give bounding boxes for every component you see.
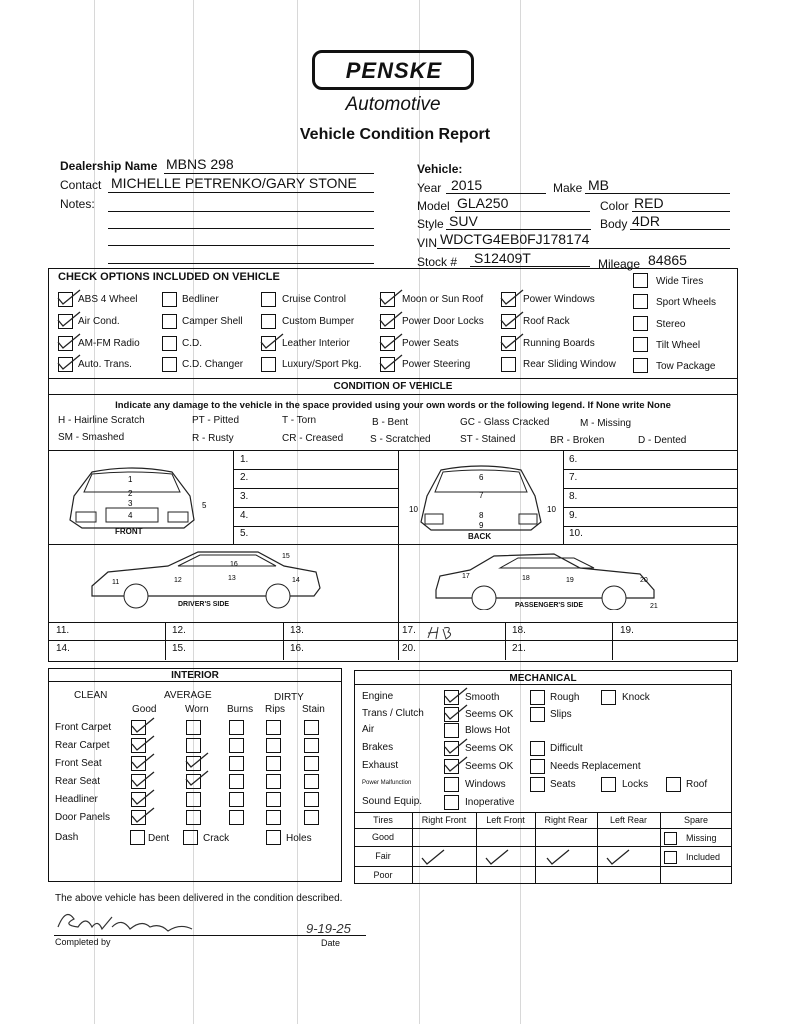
front-num-5: 5	[202, 501, 207, 510]
interior-col-header: Stain	[302, 704, 325, 715]
damage-cell-number: 17.	[402, 625, 416, 636]
legend-gc: GC - Glass Cracked	[460, 417, 550, 428]
interior-col-header: Rips	[265, 704, 286, 715]
interior-checkbox[interactable]	[304, 792, 319, 807]
mechanical-option-label: Seems OK	[465, 761, 514, 772]
back-num-10-right: 10	[547, 505, 556, 514]
tire-row-label: Good	[371, 832, 395, 842]
checkmark-icon	[499, 332, 525, 350]
damage-cell-number: 18.	[512, 625, 526, 636]
style-label: Style	[417, 217, 444, 231]
damage-cell-number: 20.	[402, 643, 416, 654]
interior-dirty: DIRTY	[274, 692, 304, 703]
pass-num-17: 17	[462, 573, 470, 580]
tire-row-divider	[354, 866, 732, 867]
tire-header: Right Front	[421, 815, 467, 825]
option-label: Custom Bumper	[282, 316, 355, 327]
mechanical-title: MECHANICAL	[509, 673, 577, 684]
tire-row-label: Poor	[373, 870, 393, 880]
damage-line-number: 1.	[240, 454, 249, 465]
front-label: FRONT	[115, 527, 143, 536]
checkmark-icon	[130, 752, 156, 770]
vehicle-label: Vehicle:	[417, 162, 463, 176]
legend-t: T - Torn	[282, 415, 317, 426]
option-label: Roof Rack	[523, 316, 570, 327]
interior-checkbox[interactable]	[266, 756, 281, 771]
signature-completed-by	[52, 905, 202, 939]
checkmark-icon	[420, 848, 446, 866]
dash-checkbox[interactable]	[266, 830, 281, 845]
mechanical-checkbox[interactable]	[444, 795, 459, 810]
mechanical-row-label: Sound Equip.	[362, 796, 423, 807]
option-label: Camper Shell	[182, 316, 243, 327]
mechanical-checkbox[interactable]	[530, 777, 545, 792]
option-checkbox[interactable]	[633, 273, 648, 288]
style-value: SUV	[449, 213, 478, 229]
checkmark-icon	[130, 716, 156, 734]
option-checkbox[interactable]	[261, 314, 276, 329]
driver-num-12: 12	[174, 577, 182, 584]
spare-option-label: Missing	[686, 833, 717, 843]
checkmark-icon	[259, 332, 285, 350]
checkmark-icon	[443, 703, 469, 721]
back-num-7: 7	[479, 491, 484, 500]
driver-num-13: 13	[228, 575, 236, 582]
option-label: Auto. Trans.	[78, 359, 132, 370]
mechanical-option-label: Locks	[622, 779, 649, 790]
contact-value: MICHELLE PETRENKO/GARY STONE	[111, 175, 357, 191]
interior-row-label: Headliner	[55, 794, 98, 805]
mechanical-option-label: Seats	[550, 779, 576, 790]
back-num-10-left: 10	[409, 505, 418, 514]
damage-line-number: 6.	[569, 454, 578, 465]
damage-cell-number: 21.	[512, 643, 526, 654]
spare-checkbox[interactable]	[664, 851, 677, 864]
option-label: C.D.	[182, 338, 202, 349]
date-value: 9-19-25	[306, 921, 351, 936]
option-checkbox[interactable]	[162, 357, 177, 372]
back-num-8: 8	[479, 511, 484, 520]
dealership-label: Dealership Name	[60, 159, 158, 173]
mechanical-row-label: Trans / Clutch	[362, 708, 424, 719]
mechanical-option-label: Seems OK	[465, 709, 514, 720]
stock-label: Stock #	[417, 255, 458, 269]
legend-sm: SM - Smashed	[58, 432, 125, 443]
legend-pt: PT - Pitted	[192, 415, 240, 426]
dash-option-label: Dent	[148, 833, 170, 844]
checkmark-icon	[378, 353, 404, 371]
option-label: Power Windows	[523, 294, 595, 305]
legend-r: R - Rusty	[192, 433, 234, 444]
interior-checkbox[interactable]	[229, 738, 244, 753]
mechanical-checkbox[interactable]	[601, 777, 616, 792]
damage-line-number: 3.	[240, 491, 249, 502]
interior-col-header: Burns	[227, 704, 254, 715]
interior-row-label: Front Carpet	[55, 722, 112, 733]
cell-divider	[505, 622, 506, 660]
detail-line	[233, 507, 398, 508]
dash-option-label: Crack	[203, 833, 230, 844]
interior-checkbox[interactable]	[229, 756, 244, 771]
checkmark-icon	[499, 310, 525, 328]
legend-st: ST - Stained	[460, 434, 516, 445]
delivery-statement: The above vehicle has been delivered in the condition described.	[55, 893, 343, 904]
interior-row-label: Rear Seat	[55, 776, 101, 787]
checkmark-icon	[605, 848, 631, 866]
legend-s: S - Scratched	[370, 434, 431, 445]
option-checkbox[interactable]	[633, 316, 648, 331]
option-label: Luxury/Sport Pkg.	[282, 359, 362, 370]
passenger-label: PASSENGER'S SIDE	[515, 602, 584, 609]
interior-checkbox[interactable]	[304, 756, 319, 771]
mechanical-option-label: Inoperative	[465, 797, 515, 808]
interior-row-label: Front Seat	[55, 758, 102, 769]
option-label: AM-FM Radio	[78, 338, 140, 349]
interior-checkbox[interactable]	[304, 738, 319, 753]
legend-cr: CR - Creased	[282, 433, 344, 444]
option-label: Wide Tires	[656, 276, 704, 287]
dealership-value: MBNS 298	[166, 156, 234, 172]
checkmark-icon	[184, 769, 210, 787]
mechanical-option-label: Blows Hot	[465, 725, 511, 736]
checkmark-icon	[56, 332, 82, 350]
model-label: Model	[417, 199, 450, 213]
mechanical-checkbox[interactable]	[444, 723, 459, 738]
mechanical-row-label: Brakes	[362, 742, 394, 753]
interior-checkbox[interactable]	[266, 738, 281, 753]
mechanical-row-label: Power Malfunction	[362, 780, 412, 786]
option-checkbox[interactable]	[162, 336, 177, 351]
dash-checkbox[interactable]	[183, 830, 198, 845]
checkmark-icon	[56, 353, 82, 371]
year-value: 2015	[451, 177, 483, 193]
pass-num-20: 20	[640, 577, 648, 584]
checkmark-icon	[130, 806, 156, 824]
legend-br: BR - Broken	[550, 435, 605, 446]
detail-line	[563, 469, 738, 470]
option-label: Air Cond.	[78, 316, 120, 327]
option-label: Power Door Locks	[402, 316, 484, 327]
mechanical-option-label: Slips	[550, 709, 572, 720]
checkmark-icon	[56, 310, 82, 328]
damage-line-number: 7.	[569, 472, 578, 483]
interior-checkbox[interactable]	[229, 792, 244, 807]
tire-header: Left Front	[486, 815, 525, 825]
mechanical-row-label: Air	[362, 724, 375, 735]
legend-h: H - Hairline Scratch	[58, 415, 145, 426]
damage-cell-number: 15.	[172, 643, 186, 654]
body-value: 4DR	[632, 213, 661, 229]
detail-line	[233, 469, 398, 470]
legend-b: B - Bent	[372, 417, 409, 428]
mechanical-checkbox[interactable]	[530, 741, 545, 756]
interior-col-header: Good	[132, 704, 157, 715]
notes-label: Notes:	[60, 197, 95, 211]
spare-option-label: Included	[686, 852, 721, 862]
mechanical-checkbox[interactable]	[530, 759, 545, 774]
tire-row-divider	[354, 846, 732, 847]
make-label: Make	[553, 181, 583, 195]
option-checkbox[interactable]	[162, 314, 177, 329]
detail-line	[563, 526, 738, 527]
driver-label: DRIVER'S SIDE	[178, 601, 230, 608]
option-checkbox[interactable]	[162, 292, 177, 307]
mechanical-option-label: Rough	[550, 692, 580, 703]
mechanical-row-label: Engine	[362, 691, 394, 702]
interior-row-label: Rear Carpet	[55, 740, 110, 751]
mechanical-option-label: Windows	[465, 779, 506, 790]
interior-checkbox[interactable]	[229, 774, 244, 789]
option-label: Leather Interior	[282, 338, 350, 349]
mechanical-option-label: Needs Replacement	[550, 761, 641, 772]
back-num-6: 6	[479, 473, 484, 482]
checkmark-icon	[56, 288, 82, 306]
mechanical-checkbox[interactable]	[444, 777, 459, 792]
detail-line	[233, 488, 398, 489]
mechanical-row-label: Exhaust	[362, 760, 399, 771]
checkmark-icon	[443, 755, 469, 773]
option-label: Rear Sliding Window	[523, 359, 616, 370]
damage-cell-number: 19.	[620, 625, 634, 636]
color-label: Color	[600, 199, 629, 213]
stock-value: S12409T	[474, 250, 531, 266]
interior-col-header: Worn	[185, 704, 209, 715]
checkmark-icon	[130, 770, 156, 788]
pass-num-21: 21	[650, 603, 658, 610]
interior-checkbox[interactable]	[304, 774, 319, 789]
brand-subtitle: Automotive	[345, 94, 441, 115]
checkmark-icon	[484, 848, 510, 866]
detail-line	[563, 507, 738, 508]
cell-divider	[165, 622, 166, 660]
front-num-4: 4	[128, 511, 133, 520]
tire-header: Left Rear	[609, 815, 648, 825]
legend-m: M - Missing	[580, 418, 632, 429]
option-checkbox[interactable]	[633, 294, 648, 309]
vin-value: WDCTG4EB0FJ178174	[440, 231, 590, 247]
back-view-diagram	[405, 460, 565, 540]
page-title: Vehicle Condition Report	[299, 126, 491, 143]
option-checkbox[interactable]	[633, 337, 648, 352]
option-label: Bedliner	[182, 294, 219, 305]
interior-checkbox[interactable]	[186, 720, 201, 735]
interior-average: AVERAGE	[164, 690, 212, 701]
tire-row-divider	[354, 828, 732, 829]
mechanical-option-label: Roof	[686, 779, 708, 790]
checkmark-icon	[443, 737, 469, 755]
completed-by-label: Completed by	[55, 937, 111, 947]
mechanical-option-label: Smooth	[465, 692, 500, 703]
option-label: Cruise Control	[282, 294, 346, 305]
interior-checkbox[interactable]	[229, 810, 244, 825]
checkmark-icon	[378, 310, 404, 328]
option-label: Tow Package	[656, 361, 716, 372]
mechanical-checkbox[interactable]	[601, 690, 616, 705]
year-label: Year	[417, 181, 442, 195]
option-checkbox[interactable]	[261, 292, 276, 307]
front-num-1: 1	[128, 475, 133, 484]
detail-line	[233, 526, 398, 527]
passenger-side-diagram	[430, 550, 660, 610]
checkmark-icon	[130, 788, 156, 806]
mechanical-option-label: Knock	[622, 692, 650, 703]
checkmark-icon	[184, 751, 210, 769]
interior-checkbox[interactable]	[266, 774, 281, 789]
back-label: BACK	[468, 532, 492, 541]
front-num-3: 3	[128, 499, 133, 508]
dash-checkbox[interactable]	[130, 830, 145, 845]
date-label: Date	[321, 938, 341, 948]
body-label: Body	[600, 217, 628, 231]
checkmark-icon	[443, 686, 469, 704]
interior-row-label: Dash	[55, 832, 79, 843]
checkmark-icon	[545, 848, 571, 866]
mechanical-checkbox[interactable]	[530, 690, 545, 705]
option-label: Sport Wheels	[656, 297, 717, 308]
cell-divider	[398, 622, 399, 660]
tire-header: Spare	[683, 815, 709, 825]
damage-cell-number: 16.	[290, 643, 304, 654]
spare-checkbox[interactable]	[664, 832, 677, 845]
damage-cell-number: 11.	[56, 625, 70, 636]
option-label: Moon or Sun Roof	[402, 294, 484, 305]
pass-num-19: 19	[566, 577, 574, 584]
options-title: CHECK OPTIONS INCLUDED ON VEHICLE	[58, 271, 280, 283]
damage-line-number: 10.	[569, 528, 583, 539]
option-label: Power Steering	[402, 359, 471, 370]
interior-checkbox[interactable]	[304, 810, 319, 825]
interior-checkbox[interactable]	[186, 810, 201, 825]
damage-line-number: 2.	[240, 472, 249, 483]
cell-divider	[283, 622, 284, 660]
detail-line	[563, 488, 738, 489]
mechanical-checkbox[interactable]	[666, 777, 681, 792]
checkmark-icon	[378, 332, 404, 350]
option-label: Tilt Wheel	[656, 340, 701, 351]
option-checkbox[interactable]	[633, 358, 648, 373]
make-value: MB	[588, 177, 609, 193]
damage-cell-number: 12.	[172, 625, 186, 636]
interior-checkbox[interactable]	[186, 792, 201, 807]
model-value: GLA250	[457, 195, 509, 211]
damage-line-number: 8.	[569, 491, 578, 502]
interior-row-label: Door Panels	[55, 812, 111, 823]
damage-cell-number: 13.	[290, 625, 304, 636]
brand-logo: PENSKE	[345, 58, 443, 83]
interior-checkbox[interactable]	[229, 720, 244, 735]
cell-divider	[612, 622, 613, 660]
condition-instructions: Indicate any damage to the vehicle in the space provided using your own words or the following legend. If None write None	[115, 400, 671, 411]
option-label: Power Seats	[402, 338, 459, 349]
driver-num-15: 15	[282, 553, 290, 560]
damage-line-number: 5.	[240, 528, 249, 539]
handwritten-note-17	[424, 624, 464, 642]
interior-checkbox[interactable]	[266, 792, 281, 807]
tire-header: Tires	[373, 815, 393, 825]
damage-line-number: 9.	[569, 510, 578, 521]
condition-title: CONDITION OF VEHICLE	[333, 381, 453, 392]
driver-num-11: 11	[112, 579, 120, 586]
contact-label: Contact	[60, 178, 102, 192]
dash-option-label: Holes	[286, 833, 312, 844]
driver-num-14: 14	[292, 577, 300, 584]
mechanical-option-label: Seems OK	[465, 743, 514, 754]
interior-checkbox[interactable]	[304, 720, 319, 735]
checkmark-icon	[378, 288, 404, 306]
tire-header: Right Rear	[544, 815, 588, 825]
option-checkbox[interactable]	[501, 357, 516, 372]
back-num-9: 9	[479, 521, 484, 530]
damage-line-number: 4.	[240, 510, 249, 521]
vin-label: VIN	[417, 236, 438, 250]
mileage-label: Mileage	[598, 257, 641, 271]
option-label: Stereo	[656, 319, 686, 330]
option-label: ABS 4 Wheel	[78, 294, 138, 305]
mechanical-checkbox[interactable]	[530, 707, 545, 722]
interior-clean: CLEAN	[74, 690, 108, 701]
checkmark-icon	[130, 734, 156, 752]
interior-checkbox[interactable]	[266, 720, 281, 735]
driver-num-16: 16	[230, 561, 238, 568]
pass-num-18: 18	[522, 575, 530, 582]
option-checkbox[interactable]	[261, 357, 276, 372]
checkmark-icon	[499, 288, 525, 306]
tire-row-label: Fair	[375, 851, 391, 861]
color-value: RED	[634, 195, 664, 211]
option-label: Running Boards	[523, 338, 595, 349]
interior-checkbox[interactable]	[266, 810, 281, 825]
front-num-2: 2	[128, 489, 133, 498]
damage-cell-number: 14.	[56, 643, 70, 654]
mileage-value: 84865	[648, 252, 687, 268]
interior-title: INTERIOR	[171, 670, 219, 681]
option-label: C.D. Changer	[182, 359, 244, 370]
mechanical-option-label: Difficult	[550, 743, 583, 754]
legend-d: D - Dented	[638, 435, 687, 446]
